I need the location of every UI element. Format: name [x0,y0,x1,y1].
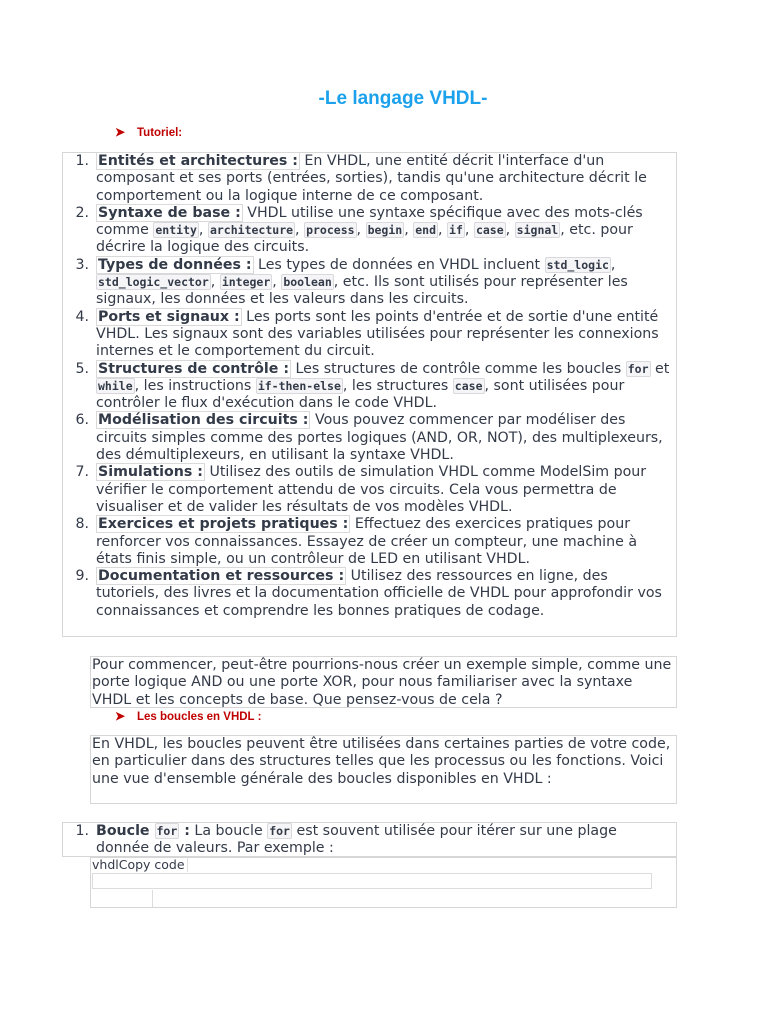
list-item [67,309,672,361]
body-text: , [505,222,515,239]
list-item [67,205,672,257]
section-heading-boucles [115,709,261,723]
arrow-bullet-icon: ➤ [115,125,126,139]
body-text: , [210,274,220,291]
loops-list-box [62,822,677,857]
body-text: , [404,222,414,239]
term-label: Documentation et ressources : [98,568,345,585]
arrow-bullet-icon: ➤ [115,709,126,723]
list-item-number: 8. [75,516,89,533]
body-text: , [438,222,448,239]
body-text: En VHDL, une entité décrit l'interface d'un composant et ses ports (entrées, sorties), tandis qu'une architecture décrit le comportement ou la logique interne de ce composant. [96,153,647,204]
list-item-number: 9. [75,568,89,585]
code-line-gutter [92,890,153,907]
inline-code: for [156,824,178,838]
section-heading-tutoriel [115,125,182,139]
term-label: Ports et signaux : [98,308,240,325]
inline-code: begin [367,223,403,238]
loops-list [67,823,672,858]
inline-code: case [454,378,483,393]
body-text: Utilisez des ressources en ligne, des tutoriels, des livres et la documentation officielle de VHDL pour approfondir vos connaissances et comprendre les bonnes pratiques de codage. [96,568,662,619]
body-text: La boucle [189,823,268,839]
code-block-title: vhdlCopy code [92,857,188,872]
bold-text: : [179,823,190,839]
inline-code: process [306,223,355,238]
tutorial-list [67,153,672,620]
list-item-number: 3. [75,256,89,273]
inline-code: signal [516,223,559,238]
body-text: et [650,360,670,377]
inline-code: std_logic [546,257,609,272]
body-text: , les instructions [134,377,256,394]
term-label: Syntaxe de base : [98,204,241,221]
inline-code: if [449,223,463,238]
page-title: -Le langage VHDL- [318,88,488,109]
term-label: Modélisation des circuits : [98,412,309,429]
list-item [67,257,672,309]
term-label: Simulations : [98,464,203,481]
section-heading-label: Tutoriel: [137,127,183,139]
proposal-paragraph: Pour commencer, peut-être pourrions-nous créer un exemple simple, comme une porte logique AND ou une porte XOR, pour nous familiariser avec la syntaxe VHDL et les concepts de base. Que pensez-vous de cela ? [90,656,677,708]
inline-code: integer [221,275,271,290]
inline-code: std_logic_vector [98,275,209,290]
body-text: , [464,222,474,239]
body-text: Les structures de contrôle comme les boucles [291,360,626,377]
list-item-number: 4. [75,308,89,325]
list-item-number: 1. [75,823,89,839]
inline-code: end [415,223,437,238]
body-text: , sont utilisées pour contrôler le flux d'exécution dans le code VHDL. [96,377,625,412]
section-heading-label: Les boucles en VHDL : [137,711,262,723]
body-text: , les structures [342,377,453,394]
body-text: est souvent utilisée pour itérer sur une plage donnée de valeurs. Par exemple : [96,823,617,857]
list-item [67,361,672,413]
code-block-toolbar [92,873,652,889]
list-item [67,568,672,620]
body-text: , [356,222,366,239]
body-text: Effectuez des exercices pratiques pour renforcer vos connaissances. Essayez de créer un compteur, une machine à états finis simple, ou un contrôleur de LED en utilisant VHDL. [96,516,638,567]
body-text: , [198,222,208,239]
body-text: Les types de données en VHDL incluent [253,256,545,273]
inline-code: boolean [283,275,332,290]
inline-code: for [269,824,290,838]
term-label: Exercices et projets pratiques : [98,516,349,533]
term-label: Entités et architectures : [98,153,298,169]
list-item [67,153,672,205]
list-item-number: 2. [75,204,89,221]
body-text: Utilisez des outils de simulation VHDL comme ModelSim pour vérifier le comportement attendu de vos circuits. Cela vous permettra de visualiser et de valider les résultats de vos modèles VHDL. [96,464,647,515]
inline-code: while [98,378,133,393]
term-label: Types de données : [98,256,252,273]
inline-code: architecture [209,223,294,238]
inline-code: if-then-else [257,378,341,393]
body-text: , [610,256,616,273]
body-text: , etc. Ils sont utilisés pour représenter les signaux, les données et les valeurs dans les circuits. [96,274,628,308]
inline-code: for [627,361,649,376]
term-label: Structures de contrôle : [98,360,289,377]
list-item-number: 6. [75,412,89,429]
list-item [67,412,672,464]
body-text: , etc. pour décrire la logique des circuits. [96,222,633,256]
boucles-intro-paragraph: En VHDL, les boucles peuvent être utilisées dans certaines parties de votre code, en particulier dans des structures telles que les processus ou les fonctions. Voici une vue d'ensemble générale des boucles disponibles en VHDL : [90,735,677,804]
list-item [67,823,672,858]
bold-text: Boucle [96,823,155,839]
body-text: VHDL utilise une syntaxe spécifique avec des mots-clés comme [96,204,643,239]
list-item-number: 1. [75,153,89,169]
inline-code: case [475,223,504,238]
body-text: Vous pouvez commencer par modéliser des circuits simples comme des portes logiques (AND, OR, NOT), des multiplexeurs, des démultiplexeurs, en utilisant la syntaxe VHDL. [96,412,663,464]
list-item [67,516,672,568]
body-text: Les ports sont les points d'entrée et de sortie d'une entité VHDL. Les signaux sont des variables utilisées pour représenter les connexions internes et le comportement du circuit. [96,308,659,360]
body-text: , [295,222,305,239]
body-text: , [272,274,282,291]
list-item-number: 7. [75,464,89,481]
inline-code: entity [155,223,197,238]
list-item [67,464,672,516]
list-item-number: 5. [75,360,89,377]
tutorial-list-box [62,152,677,637]
